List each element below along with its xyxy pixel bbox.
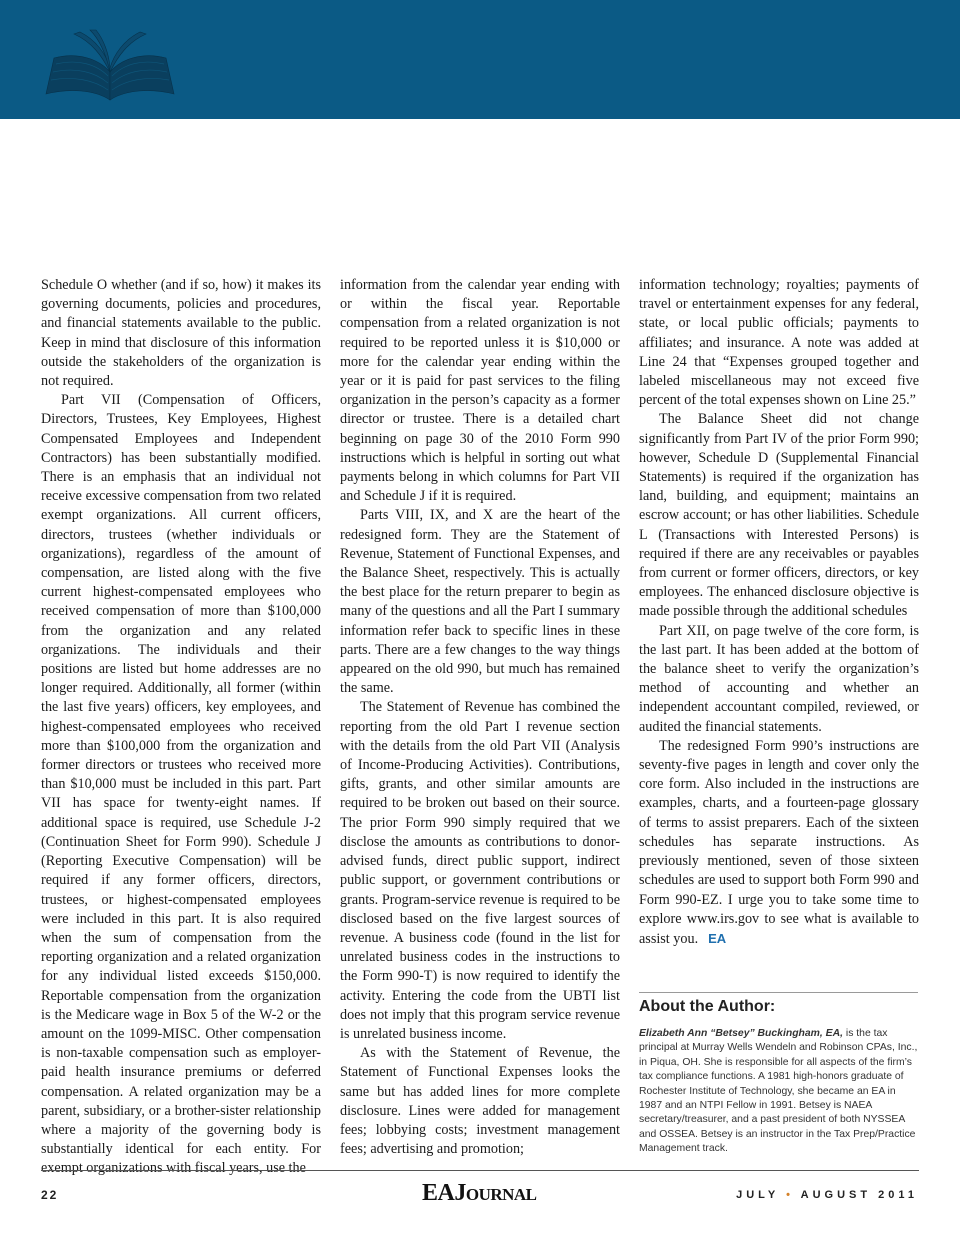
footer-divider [41, 1170, 919, 1171]
end-mark: EA [708, 930, 727, 946]
issue-separator: • [786, 1189, 794, 1201]
issue-month: JULY [736, 1189, 780, 1201]
author-bio-text: is the tax principal at Murray Wells Wendeln and Robinson CPAs, Inc., in Piqua, OH. She is responsible for all aspects of the firm’s tax compliance functions. A 1981 high-honors graduate of Rochester Institute of Technology, she became an EA in 1987 and an NTPI Fellow in 1991. Betsey is NAEA secretary/treasurer, and a past president of both NYSSEA and OSSEA. Betsey is an instructor in the Tax Prep/Practice Management track. [639, 1028, 918, 1155]
paragraph: Part VII (Compensation of Officers, Directors, Trustees, Key Employees, Highest Compensated Employees and Independent Contractors) has been substantially modified. There is an emphasis that an individual not receive excessive compensation from two related exempt organizations. All current officers, directors, trustees (whether individuals or organizations), regardless of the amount of compensation, are listed along with the five current highest-compensated employees who received compensation of more than $100,000 from the organization and any related organizations. The individuals and their positions are listed but home addresses are no longer required. Additionally, all former (within the last five years) officers, key employees, and highest-compensated employees who received more than $100,000 from the organization and former directors or trustees who received more than $10,000 must be included in this part. Part VII has space for twenty-eight names. If additional space is required, use Schedule J-2 (Continuation Sheet for Form 990). Schedule J (Reporting Executive Compensation) will be required if any former officers, directors, trustees, or highest-compensated employees were included in this part. It is also required when the sum of compensation from the reporting organization and a related organization for any individual listed exceeds $150,000. Reportable compensation from the organization is the Medicare wage in Box 5 of the W-2 or the amount on the 1099-MISC. Other compensation is non-taxable compensation such as employer-paid health insurance premiums or deferred compensation. A related organization may be a parent, subsidiary, or a brother-sister relationship where a majority of the governing body is substantially identical for each entity. For exempt organizations with fiscal years, use the [41, 392, 321, 1177]
paragraph-final [639, 737, 919, 949]
paragraph: Parts VIII, IX, and X are the heart of the redesigned form. They are the Statement of Revenue, Statement of Functional Expenses, and the Balance Sheet, respectively. This is actually the best place for the return preparer to begin as many of the questions and all the Part I summary information refer back to specific lines in these parts. There are a few changes to the way things appeared on the old 990, but much has remained the same. [340, 507, 620, 697]
author-heading: About the Author: [639, 998, 776, 1015]
article-column-1 [41, 276, 321, 1179]
open-book-icon [40, 28, 180, 108]
masthead-ea: EA [422, 1180, 455, 1206]
article-column-3 [639, 276, 919, 949]
header-banner [0, 0, 960, 119]
issue-date [736, 1189, 918, 1201]
paragraph: As with the Statement of Revenue, the Statement of Functional Expenses looks the same but has added lines for more complete disclosure. Lines were added for management fees; lobbying costs; investment management fees; advertising and promotion; [340, 1045, 620, 1158]
divider [639, 992, 918, 993]
masthead-journal: Journal [454, 1180, 537, 1206]
paragraph: The Balance Sheet did not change significantly from Part IV of the prior Form 990; however, Schedule D (Supplemental Financial Statements) is required if the organization has land, building, and equipment; maintains an escrow account; or has other liabilities. Schedule L (Transactions with Interested Persons) is required if there are any receivables or payables from current or former officers, directors, or key employees. The enhanced disclosure objective is made possible through the additional schedules [639, 411, 919, 620]
author-name: Elizabeth Ann “Betsey” Buckingham, EA, [639, 1028, 844, 1039]
masthead-logo [422, 1180, 537, 1207]
article-column-2 [340, 276, 620, 1159]
page-number: 22 [41, 1188, 59, 1202]
paragraph-text: The redesigned Form 990’s instructions are seventy-five pages in length and cover only the core form. Also included in the instructions are examples, charts, and a fourteen-page glossary of terms to assist preparers. Each of the sixteen schedules has separate instructions. As previously mentioned, seven of those sixteen schedules are used to support both Form 990 and Form 990-EZ. I urge you to take some time to explore www.irs.gov to see what is available to assist you. [639, 737, 919, 947]
author-bio [639, 1027, 919, 1157]
paragraph: information technology; royalties; payments of travel or entertainment expenses for any federal, state, or local public officials; payments to affiliates; and insurance. A note was added at Line 24 that “Expenses grouped together and labeled miscellaneous may not exceed five percent of the total expenses shown on Line 25.” [639, 277, 919, 409]
issue-rest: AUGUST 2011 [800, 1189, 918, 1201]
paragraph: Schedule O whether (and if so, how) it makes its governing documents, policies and procedures, and financial statements available to the public. Keep in mind that disclosure of this information outside the stakeholders of the organization is not required. [41, 277, 321, 390]
paragraph: The Statement of Revenue has combined the reporting from the old Part I revenue section with the details from the old Part VII (Analysis of Income-Producing Activities). Contributions, gifts, grants, and other similar amounts are required to be broken out based on their source. The prior Form 990 simply required that we disclose the amounts as contributions to donor-advised funds, direct public support, indirect public support, or government contributions or grants. Program-service revenue is required to be disclosed based on the five largest sources of revenue. A business code (found in the list for unrelated business codes in the instructions to the Form 990-T) is now required to identify the activity. Entering the code from the UBTI list does not imply that this program service revenue is unrelated business income. [340, 699, 620, 1042]
paragraph: information from the calendar year ending with or within the fiscal year. Reportable compensation from a related organization is not required to be reported unless it is $10,000 or more for the calendar year ending within the year or it is paid for past services to the filing organization in the person’s capacity as a former director or trustee. There is a detailed chart beginning on page 30 of the 2010 Form 990 instructions which is helpful in sorting out what payments belong in which columns for Part VII and Schedule J if it is required. [340, 277, 620, 505]
paragraph: Part XII, on page twelve of the core form, is the last part. It has been added at the bottom of the balance sheet to verify the organization’s method of accounting and whether an independent accountant compiled, reviewed, or audited the financial statements. [639, 622, 919, 735]
